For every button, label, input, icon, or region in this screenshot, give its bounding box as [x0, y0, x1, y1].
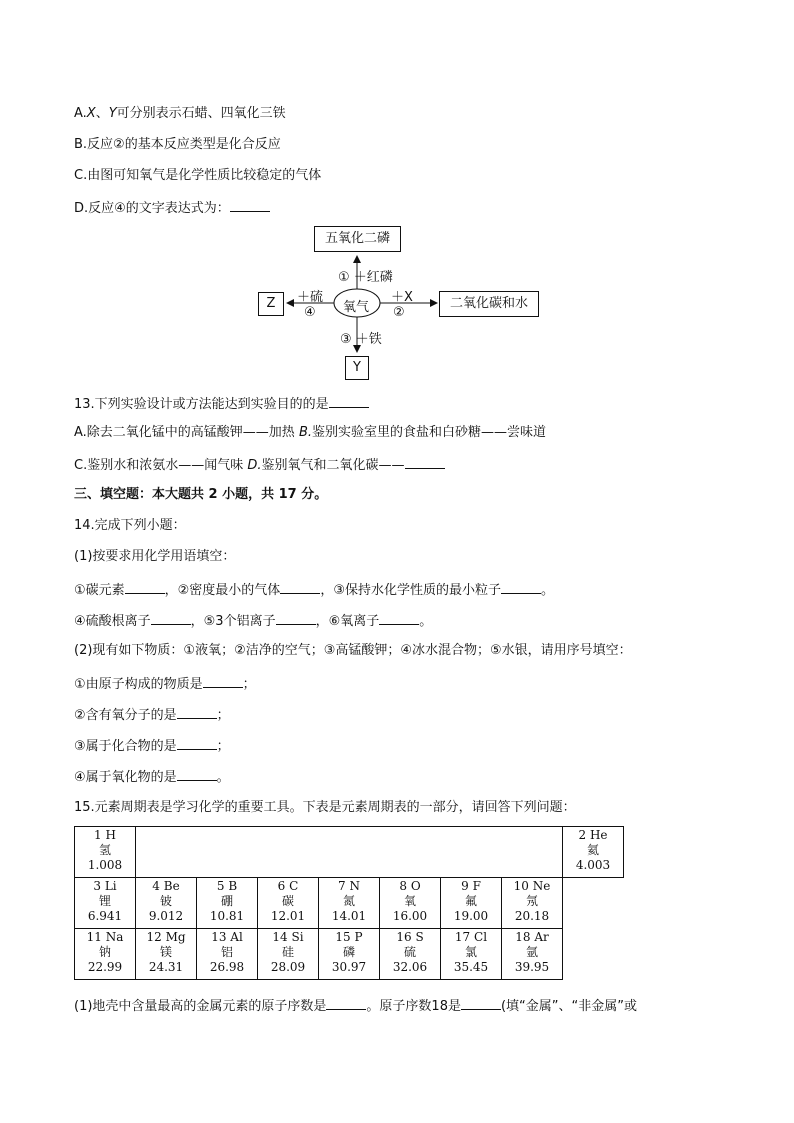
element-cell: [75, 878, 136, 929]
element-cell: [502, 878, 563, 929]
atomic-mass: 28.09: [270, 960, 306, 974]
punct: ；: [216, 739, 230, 754]
element-symbol: Ar: [534, 930, 549, 944]
element-symbol: Si: [291, 930, 304, 944]
element-symbol: Al: [230, 930, 243, 944]
element-cell: [197, 878, 258, 929]
element-name: 磷: [342, 945, 355, 959]
periodic-table: [74, 826, 624, 980]
option-a-text: 可分别表示石蜡、四氧化三铁: [116, 106, 286, 121]
element-name: 氯: [464, 945, 477, 959]
table-row: [75, 827, 624, 878]
item-lightest-gas: ，②密度最小的气体: [164, 583, 281, 598]
question-14-sub-1: [74, 674, 256, 694]
label-sulfur: ＋硫: [297, 290, 324, 305]
atomic-mass: 20.18: [514, 909, 550, 923]
option-13-b: 鉴别实验室里的食盐和白砂糖——尝味道: [312, 425, 547, 440]
element-symbol: H: [105, 828, 116, 842]
question-13-line-2: [74, 455, 445, 475]
diagram-arrows: [0, 0, 794, 400]
element-name: 镁: [159, 945, 172, 959]
element-name: 碳: [281, 894, 294, 908]
option-a-sep: 、: [95, 106, 109, 121]
atomic-mass: 9.012: [148, 909, 184, 923]
atomic-mass: 12.01: [270, 909, 306, 923]
element-cell: [319, 929, 380, 980]
answer-blank[interactable]: [461, 996, 501, 1010]
table-row: [75, 878, 624, 929]
question-15-part-1: [74, 996, 637, 1016]
atomic-number: 16: [396, 930, 412, 944]
element-symbol: He: [589, 828, 608, 842]
option-13-c: C.鉴别水和浓氨水——闻气味: [74, 458, 248, 473]
atomic-mass: 19.00: [453, 909, 489, 923]
element-cell: [136, 929, 197, 980]
atomic-number: 6: [277, 879, 286, 893]
box-z: Z: [258, 292, 284, 316]
element-name: 氖: [525, 894, 538, 908]
punct: 。: [419, 614, 433, 629]
element-cell: [441, 878, 502, 929]
question-14-stem: 14.完成下列小题：: [74, 518, 186, 533]
label-iron: ③ ＋铁: [340, 332, 382, 347]
item-carbon: ①碳元素: [74, 583, 125, 598]
element-cell: [441, 929, 502, 980]
atomic-number: 11: [86, 930, 102, 944]
atomic-number: 14: [272, 930, 288, 944]
center-oxygen-label: 氧气: [343, 300, 370, 315]
element-name: 氩: [525, 945, 538, 959]
answer-blank[interactable]: [203, 674, 243, 688]
atomic-number: 5: [216, 879, 225, 893]
element-cell: [136, 878, 197, 929]
question-14-sub-4: [74, 767, 230, 787]
answer-blank[interactable]: [280, 580, 320, 594]
option-a-y: Y: [108, 106, 117, 121]
option-a-prefix: A.: [74, 106, 87, 121]
label-reaction-2: ②: [393, 305, 405, 320]
atomic-mass: 39.95: [514, 960, 550, 974]
question-14-sub-2: [74, 705, 230, 725]
answer-blank[interactable]: [276, 611, 316, 625]
atomic-mass: 4.003: [575, 858, 611, 872]
atomic-number: 15: [335, 930, 351, 944]
table-row: [75, 929, 624, 980]
question-13-text: 13.下列实验设计或方法能达到实验目的的是: [74, 397, 329, 412]
table-gap: [136, 827, 502, 878]
option-13-d-prefix: D.: [247, 458, 262, 473]
element-symbol: Mg: [165, 930, 186, 944]
question-14-part-1: (1)按要求用化学用语填空：: [74, 549, 236, 564]
option-13-b-prefix: B.: [298, 425, 312, 440]
answer-blank[interactable]: [329, 394, 369, 408]
q15-text-b: 。原子序数18是: [366, 999, 461, 1014]
element-symbol: Na: [105, 930, 124, 944]
element-cell: [380, 929, 441, 980]
element-name: 铝: [220, 945, 233, 959]
element-name: 硅: [281, 945, 294, 959]
element-symbol: B: [228, 879, 238, 893]
punct: 。: [540, 583, 554, 598]
question-15-stem: 15.元素周期表是学习化学的重要工具。下表是元素周期表的一部分，请回答下列问题：: [74, 800, 576, 815]
answer-blank[interactable]: [405, 455, 445, 469]
element-symbol: O: [410, 879, 421, 893]
element-name: 锂: [98, 894, 111, 908]
punct: ；: [242, 677, 256, 692]
atomic-number: 8: [399, 879, 407, 893]
element-name: 氟: [464, 894, 477, 908]
option-13-a: A.除去二氧化锰中的高锰酸钾——加热: [74, 425, 299, 440]
atomic-mass: 10.81: [209, 909, 245, 923]
answer-blank[interactable]: [177, 767, 217, 781]
element-symbol: Be: [163, 879, 180, 893]
atomic-number: 12: [146, 930, 162, 944]
question-13-stem: [74, 394, 369, 414]
answer-blank[interactable]: [379, 611, 419, 625]
section-3-heading: 三、填空题：本大题共 2 小题，共 17 分。: [74, 487, 328, 502]
answer-blank[interactable]: [326, 996, 366, 1010]
atomic-number: 2: [578, 828, 587, 842]
atomic-mass: 14.01: [331, 909, 367, 923]
atomic-number: 13: [211, 930, 227, 944]
element-name: 氢: [98, 843, 111, 857]
element-name: 铍: [159, 894, 172, 908]
box-y: Y: [345, 356, 369, 380]
element-symbol: Li: [104, 879, 117, 893]
element-name: 钠: [98, 945, 111, 959]
item-sulfate: ④硫酸根离子: [74, 614, 151, 629]
answer-blank[interactable]: [177, 705, 217, 719]
option-13-d: 鉴别氧气和二氧化碳——: [261, 458, 405, 473]
element-symbol: N: [349, 879, 360, 893]
answer-blank[interactable]: [125, 580, 165, 594]
atomic-number: 3: [93, 879, 101, 893]
atomic-number: 1: [94, 828, 102, 842]
element-name: 硼: [220, 894, 233, 908]
option-d-text: D.反应④的文字表达式为：: [74, 201, 230, 216]
atomic-mass: 35.45: [453, 960, 489, 974]
question-14-row-1: [74, 580, 554, 600]
element-cell: [258, 878, 319, 929]
element-cell: [380, 878, 441, 929]
q15-text-a: (1)地壳中含量最高的金属元素的原子序数是: [74, 999, 327, 1014]
atomic-number: 18: [515, 930, 531, 944]
element-cell: [502, 929, 563, 980]
sub-3-text: ③属于化合物的是: [74, 739, 177, 754]
option-b: B.反应②的基本反应类型是化合反应: [74, 137, 281, 152]
option-a-x: X: [86, 106, 96, 121]
item-aluminum-ions: ，⑤3个铝离子: [190, 614, 276, 629]
punct: ；: [216, 708, 230, 723]
atomic-mass: 22.99: [87, 960, 123, 974]
sub-1-text: ①由原子构成的物质是: [74, 677, 203, 692]
element-symbol: S: [415, 930, 424, 944]
label-reaction-4: ④: [304, 305, 316, 320]
element-cell: [75, 929, 136, 980]
question-14-sub-3: [74, 736, 230, 756]
table-gap: [502, 827, 563, 878]
element-symbol: C: [289, 879, 299, 893]
element-symbol: Cl: [474, 930, 488, 944]
element-cell: [258, 929, 319, 980]
answer-blank[interactable]: [151, 611, 191, 625]
element-name: 氧: [403, 894, 416, 908]
atomic-number: 4: [152, 879, 160, 893]
answer-blank[interactable]: [177, 736, 217, 750]
sub-4-text: ④属于氧化物的是: [74, 770, 177, 785]
question-14-row-2: [74, 611, 432, 631]
atomic-number: 9: [461, 879, 469, 893]
punct: 。: [216, 770, 230, 785]
atomic-mass: 30.97: [331, 960, 367, 974]
q15-text-c: (填“金属”、“非金属”或: [500, 999, 637, 1014]
label-x: ＋X: [391, 290, 413, 305]
element-name: 氦: [586, 843, 599, 857]
element-name: 氮: [342, 894, 355, 908]
element-cell-he: [563, 827, 624, 878]
atomic-mass: 32.06: [392, 960, 428, 974]
question-14-part-2: (2)现有如下物质：①液氧；②洁净的空气；③高锰酸钾；④冰水混合物；⑤水银，请用序号填空：: [74, 643, 632, 658]
box-phosphorus-pentoxide: 五氧化二磷: [314, 226, 401, 252]
element-cell: [319, 878, 380, 929]
atomic-number: 7: [338, 879, 346, 893]
item-oxide-ion: ，⑥氧离子: [315, 614, 380, 629]
atomic-mass: 26.98: [209, 960, 245, 974]
element-symbol: Ne: [532, 879, 551, 893]
element-symbol: P: [354, 930, 363, 944]
element-name: 硫: [403, 945, 416, 959]
item-water-particle: ，③保持水化学性质的最小粒子: [320, 583, 501, 598]
element-cell: [197, 929, 258, 980]
element-symbol: F: [472, 879, 481, 893]
sub-2-text: ②含有氧分子的是: [74, 708, 177, 723]
label-red-phosphorus: ① ＋红磷: [338, 270, 393, 285]
atomic-number: 10: [513, 879, 529, 893]
element-cell-h: [75, 827, 136, 878]
option-c: C.由图可知氧气是化学性质比较稳定的气体: [74, 168, 322, 183]
answer-blank[interactable]: [501, 580, 541, 594]
atomic-mass: 24.31: [148, 960, 184, 974]
atomic-number: 17: [454, 930, 471, 944]
box-co2-water: 二氧化碳和水: [439, 291, 539, 317]
atomic-mass: 6.941: [87, 909, 123, 923]
question-13-line-1: [74, 424, 546, 442]
atomic-mass: 1.008: [87, 858, 123, 872]
atomic-mass: 16.00: [392, 909, 428, 923]
